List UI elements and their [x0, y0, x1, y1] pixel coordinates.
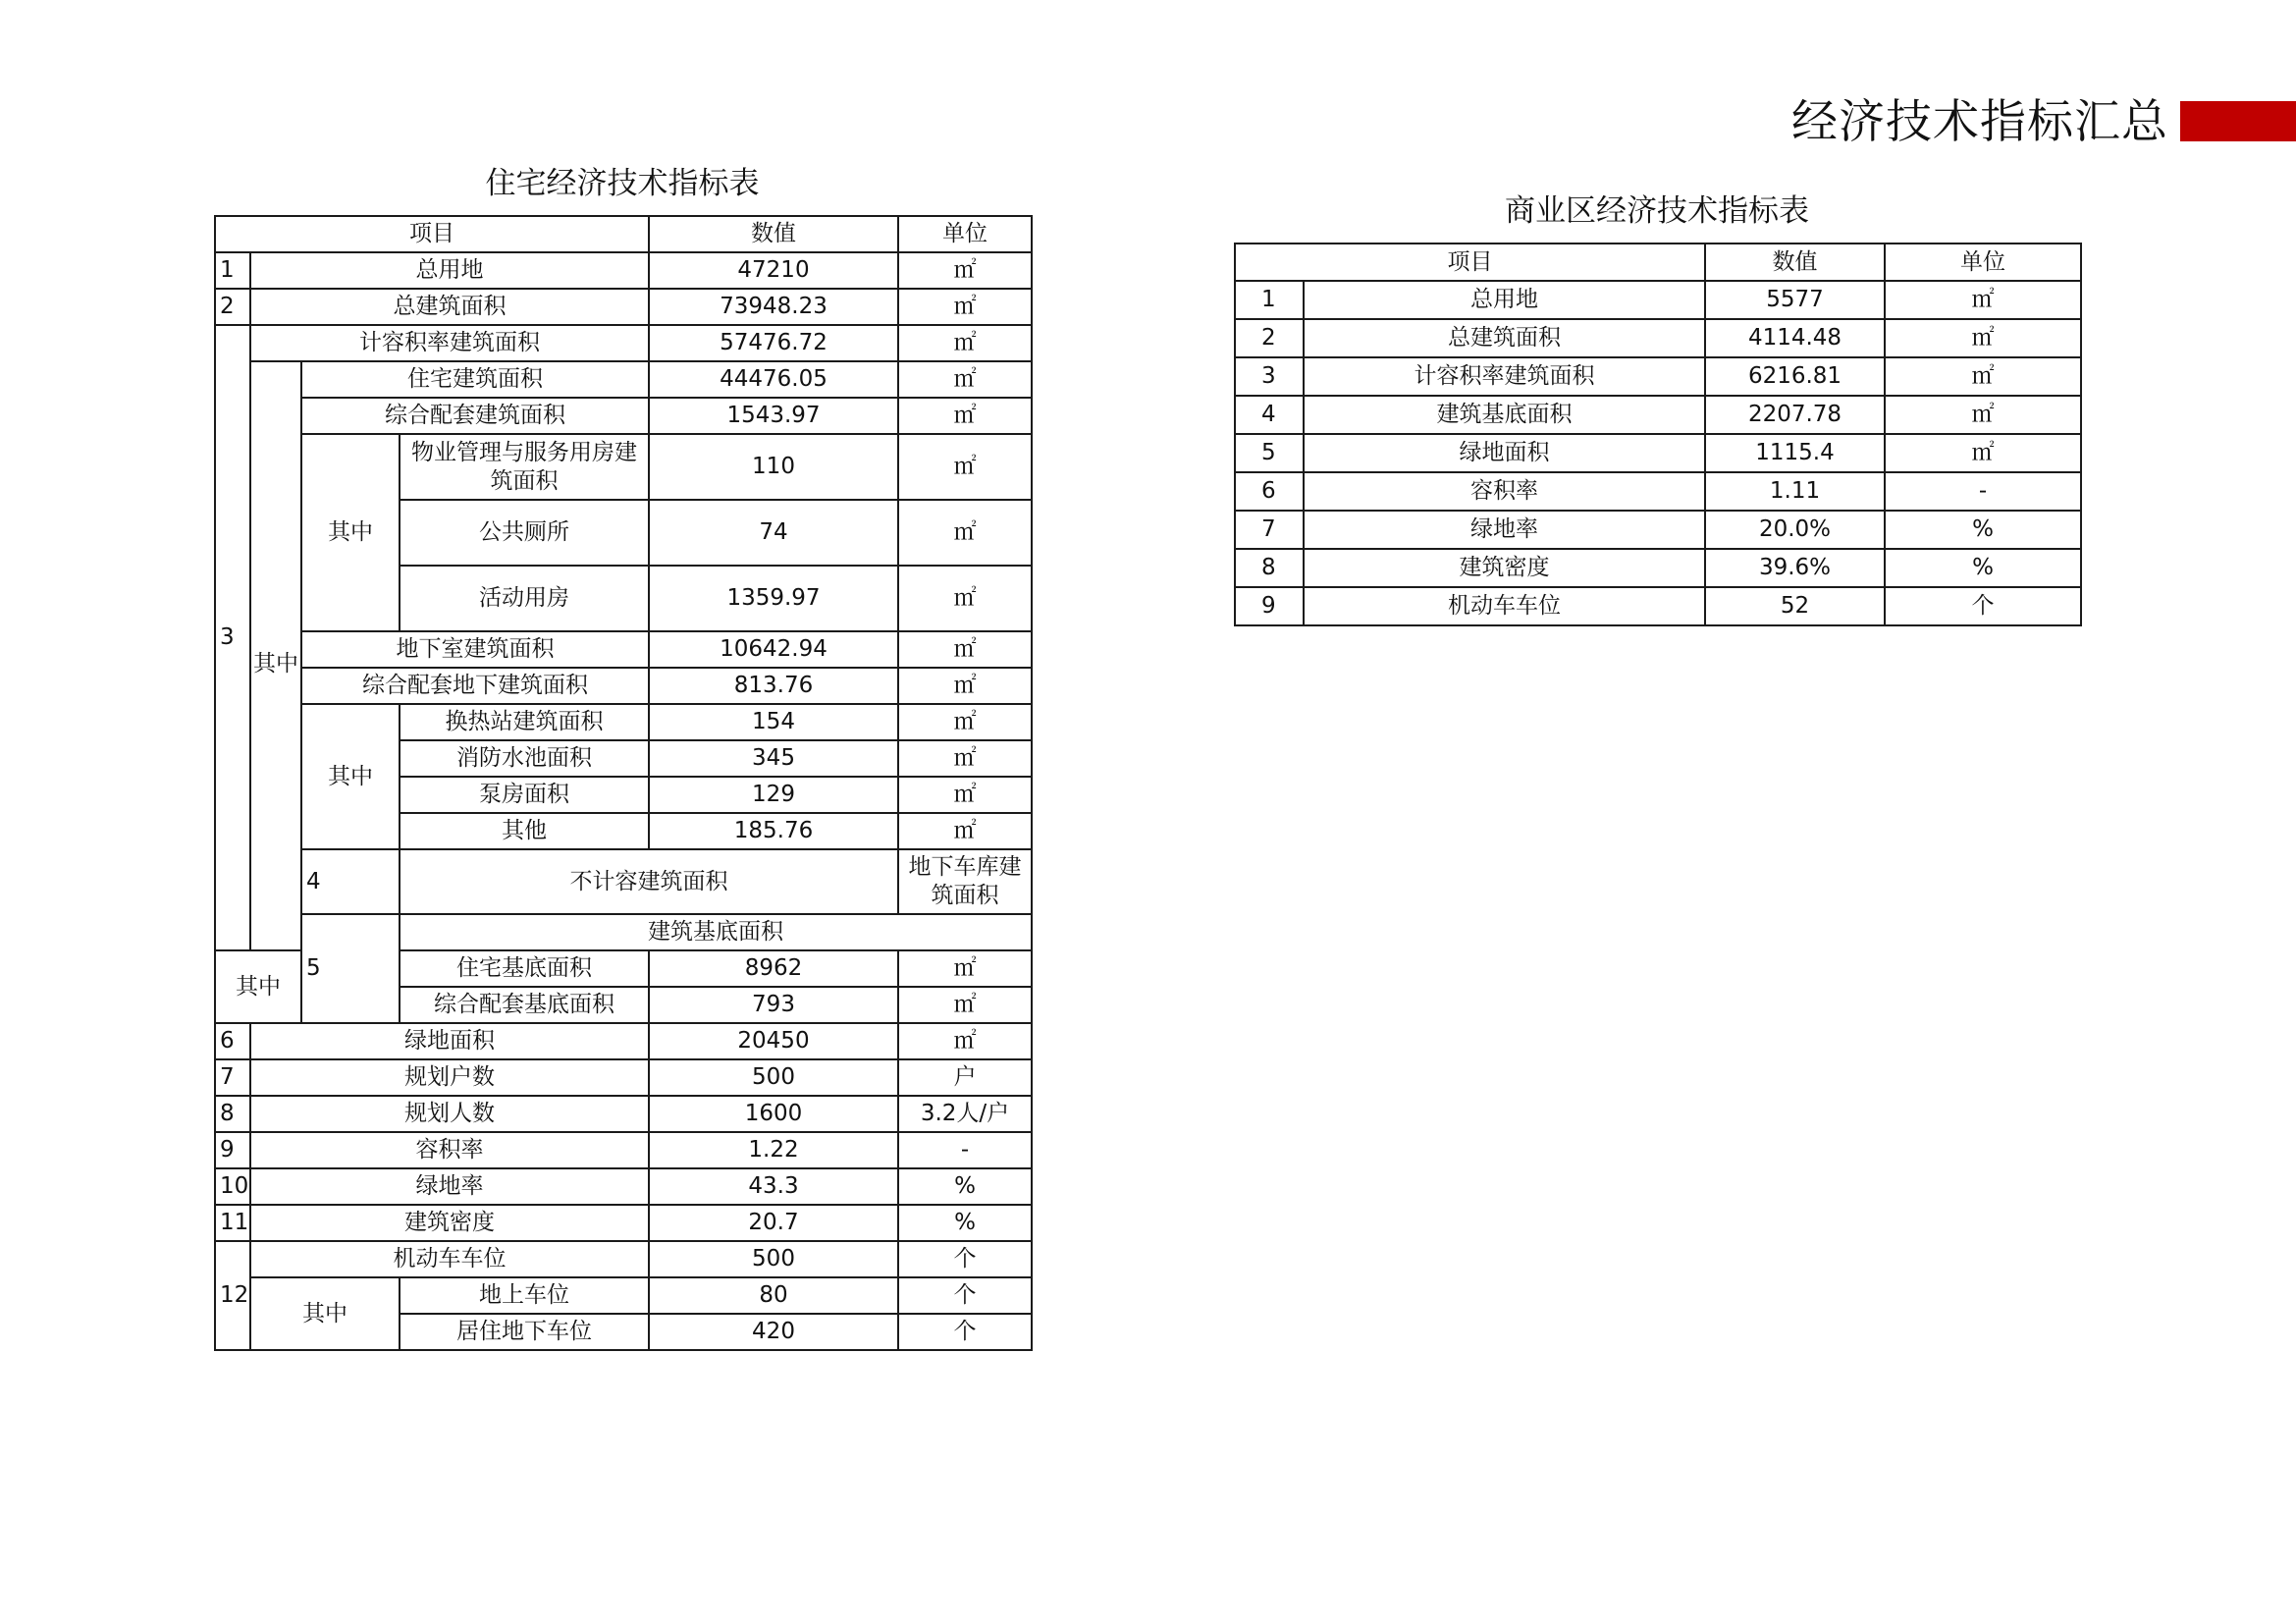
row-unit: %: [898, 1205, 1032, 1241]
row-item: 换热站建筑面积: [400, 704, 649, 740]
row-unit: ㎡: [898, 950, 1032, 987]
row-unit: ㎡: [898, 566, 1032, 631]
table-row: [215, 1205, 1032, 1241]
row-unit: ㎡: [898, 289, 1032, 325]
row-number: 7: [215, 1059, 250, 1096]
row-value: 73948.23: [649, 289, 898, 325]
row-unit: ㎡: [898, 325, 1032, 361]
row-unit: ㎡: [1885, 281, 2081, 319]
table-row: [215, 849, 1032, 914]
row-value: 1.22: [649, 1132, 898, 1168]
table-row: [1235, 357, 2081, 396]
row-number: 3: [1235, 357, 1304, 396]
commercial-indicators-table: [1234, 243, 2082, 626]
row-value: 345: [649, 740, 898, 777]
row-unit: 个: [898, 1314, 1032, 1350]
row-number: 9: [1235, 587, 1304, 625]
table-row: [215, 1241, 1032, 1277]
table-row: [1235, 281, 2081, 319]
table-row: [215, 398, 1032, 434]
row-unit: 3.2人/户: [898, 1096, 1032, 1132]
table-row: [215, 325, 1032, 361]
table-row: [215, 289, 1032, 325]
table-row: [215, 252, 1032, 289]
row-item: 建筑基底面积: [400, 914, 1032, 950]
row-item: 泵房面积: [400, 777, 649, 813]
table-header-row: [1235, 244, 2081, 281]
table-row: [215, 1096, 1032, 1132]
row-number: 4: [1235, 396, 1304, 434]
row-item: 住宅基底面积: [400, 950, 649, 987]
table-row: [1235, 549, 2081, 587]
row-unit: ㎡: [1885, 357, 2081, 396]
row-unit: ㎡: [898, 398, 1032, 434]
row-item: 绿地面积: [1304, 434, 1705, 472]
row-item: 容积率: [250, 1132, 649, 1168]
row-value: 47210: [649, 252, 898, 289]
row-value: 20.7: [649, 1205, 898, 1241]
row-number: 9: [215, 1132, 250, 1168]
row-value: 1.11: [1705, 472, 1885, 511]
table-row: [215, 914, 1032, 950]
table-row: [215, 1023, 1032, 1059]
row-number: 10: [215, 1168, 250, 1205]
row-item: 绿地率: [1304, 511, 1705, 549]
row-value: 6216.81: [1705, 357, 1885, 396]
row-item: 公共厕所: [400, 500, 649, 566]
row-unit: ㎡: [898, 361, 1032, 398]
table-row: [215, 631, 1032, 668]
row-value: 110: [649, 434, 898, 500]
row-unit: %: [1885, 549, 2081, 587]
row-value: 813.76: [649, 668, 898, 704]
row-value: 154: [649, 704, 898, 740]
row-item: 其他: [400, 813, 649, 849]
table-row: [1235, 434, 2081, 472]
table-row: [215, 1168, 1032, 1205]
row-unit: ㎡: [1885, 434, 2081, 472]
page-title: 经济技术指标汇总: [1791, 95, 2168, 149]
column-header-unit: 单位: [1885, 244, 2081, 281]
row-value: 129: [649, 777, 898, 813]
row-value: 57476.72: [649, 325, 898, 361]
table-row: [215, 1132, 1032, 1168]
row-value: 2207.78: [1705, 396, 1885, 434]
row-unit: ㎡: [898, 1023, 1032, 1059]
column-header-unit: 单位: [898, 216, 1032, 252]
within-label: 其中: [301, 434, 400, 631]
row-number: 4: [301, 849, 400, 914]
row-item: 计容积率建筑面积: [1304, 357, 1705, 396]
row-item: 综合配套地下建筑面积: [301, 668, 649, 704]
table-row: [215, 434, 1032, 500]
column-header-item: 项目: [215, 216, 649, 252]
row-item: 地上车位: [400, 1277, 649, 1314]
row-item: 居住地下车位: [400, 1314, 649, 1350]
within-label: 其中: [301, 704, 400, 849]
table-row: [1235, 396, 2081, 434]
row-number: 5: [1235, 434, 1304, 472]
row-value: 5577: [1705, 281, 1885, 319]
column-header-item: 项目: [1235, 244, 1705, 281]
row-value: 500: [649, 1241, 898, 1277]
row-unit: -: [1885, 472, 2081, 511]
row-item: 机动车车位: [1304, 587, 1705, 625]
table-header-row: [215, 216, 1032, 252]
row-item: 总建筑面积: [250, 289, 649, 325]
row-item: 绿地面积: [250, 1023, 649, 1059]
column-header-value: 数值: [649, 216, 898, 252]
row-unit: 个: [898, 1277, 1032, 1314]
within-label: 其中: [250, 1277, 400, 1350]
row-number: 6: [215, 1023, 250, 1059]
row-value: 8962: [649, 950, 898, 987]
row-number: 6: [1235, 472, 1304, 511]
row-number: 1: [215, 252, 250, 289]
row-category: 不计容建筑面积: [400, 849, 898, 914]
row-unit: 户: [898, 1059, 1032, 1096]
row-item: 总建筑面积: [1304, 319, 1705, 357]
row-item: 建筑密度: [1304, 549, 1705, 587]
table-row: [215, 704, 1032, 740]
row-value: 52: [1705, 587, 1885, 625]
row-number: 11: [215, 1205, 250, 1241]
row-unit: ㎡: [1885, 319, 2081, 357]
within-label: 其中: [250, 361, 301, 950]
row-value: 20450: [649, 1023, 898, 1059]
row-unit: %: [898, 1168, 1032, 1205]
row-number: 2: [215, 289, 250, 325]
row-unit: ㎡: [898, 500, 1032, 566]
row-item: 规划人数: [250, 1096, 649, 1132]
row-value: 44476.05: [649, 361, 898, 398]
row-number: 1: [1235, 281, 1304, 319]
row-item: 地下车库建筑面积: [898, 849, 1032, 914]
row-number: 5: [301, 914, 400, 1023]
row-item: 机动车车位: [250, 1241, 649, 1277]
row-item: 总用地: [250, 252, 649, 289]
row-value: 20.0%: [1705, 511, 1885, 549]
row-item: 消防水池面积: [400, 740, 649, 777]
row-item: 规划户数: [250, 1059, 649, 1096]
column-header-value: 数值: [1705, 244, 1885, 281]
table-row: [215, 1059, 1032, 1096]
row-unit: ㎡: [898, 987, 1032, 1023]
row-number: 8: [1235, 549, 1304, 587]
table-row: [215, 1277, 1032, 1314]
residential-table-title: 住宅经济技术指标表: [485, 166, 760, 201]
row-value: 4114.48: [1705, 319, 1885, 357]
row-item: 建筑密度: [250, 1205, 649, 1241]
row-value: 500: [649, 1059, 898, 1096]
within-label: 其中: [215, 950, 301, 1023]
row-item: 建筑基底面积: [1304, 396, 1705, 434]
row-value: 43.3: [649, 1168, 898, 1205]
row-value: 80: [649, 1277, 898, 1314]
row-value: 1600: [649, 1096, 898, 1132]
row-unit: ㎡: [898, 252, 1032, 289]
row-number: 2: [1235, 319, 1304, 357]
row-number: 3: [215, 325, 250, 950]
row-unit: ㎡: [898, 668, 1032, 704]
row-unit: 个: [898, 1241, 1032, 1277]
row-item: 地下室建筑面积: [301, 631, 649, 668]
row-item: 物业管理与服务用房建筑面积: [400, 434, 649, 500]
row-unit: ㎡: [1885, 396, 2081, 434]
row-value: 185.76: [649, 813, 898, 849]
row-number: 7: [1235, 511, 1304, 549]
row-item: 综合配套建筑面积: [301, 398, 649, 434]
row-item: 绿地率: [250, 1168, 649, 1205]
row-unit: 个: [1885, 587, 2081, 625]
row-item: 计容积率建筑面积: [250, 325, 649, 361]
row-item: 总用地: [1304, 281, 1705, 319]
table-row: [215, 668, 1032, 704]
table-row: [1235, 319, 2081, 357]
row-value: 74: [649, 500, 898, 566]
row-item: 活动用房: [400, 566, 649, 631]
row-number: 8: [215, 1096, 250, 1132]
row-value: 793: [649, 987, 898, 1023]
row-value: 10642.94: [649, 631, 898, 668]
table-row: [1235, 472, 2081, 511]
row-item: 容积率: [1304, 472, 1705, 511]
row-value: 1543.97: [649, 398, 898, 434]
table-row: [1235, 511, 2081, 549]
row-unit: %: [1885, 511, 2081, 549]
row-value: 1359.97: [649, 566, 898, 631]
row-unit: ㎡: [898, 740, 1032, 777]
row-unit: ㎡: [898, 704, 1032, 740]
residential-indicators-table: [214, 215, 1033, 1351]
row-item: 综合配套基底面积: [400, 987, 649, 1023]
table-row: [215, 361, 1032, 398]
row-unit: ㎡: [898, 813, 1032, 849]
row-value: 39.6%: [1705, 549, 1885, 587]
row-unit: ㎡: [898, 434, 1032, 500]
row-value: 1115.4: [1705, 434, 1885, 472]
table-row: [1235, 587, 2081, 625]
row-unit: ㎡: [898, 777, 1032, 813]
row-value: 420: [649, 1314, 898, 1350]
row-unit: ㎡: [898, 631, 1032, 668]
row-item: 住宅建筑面积: [301, 361, 649, 398]
row-unit: -: [898, 1132, 1032, 1168]
commercial-table-title: 商业区经济技术指标表: [1505, 193, 1809, 229]
row-number: 12: [215, 1241, 250, 1350]
title-accent-bar: [2180, 101, 2296, 141]
